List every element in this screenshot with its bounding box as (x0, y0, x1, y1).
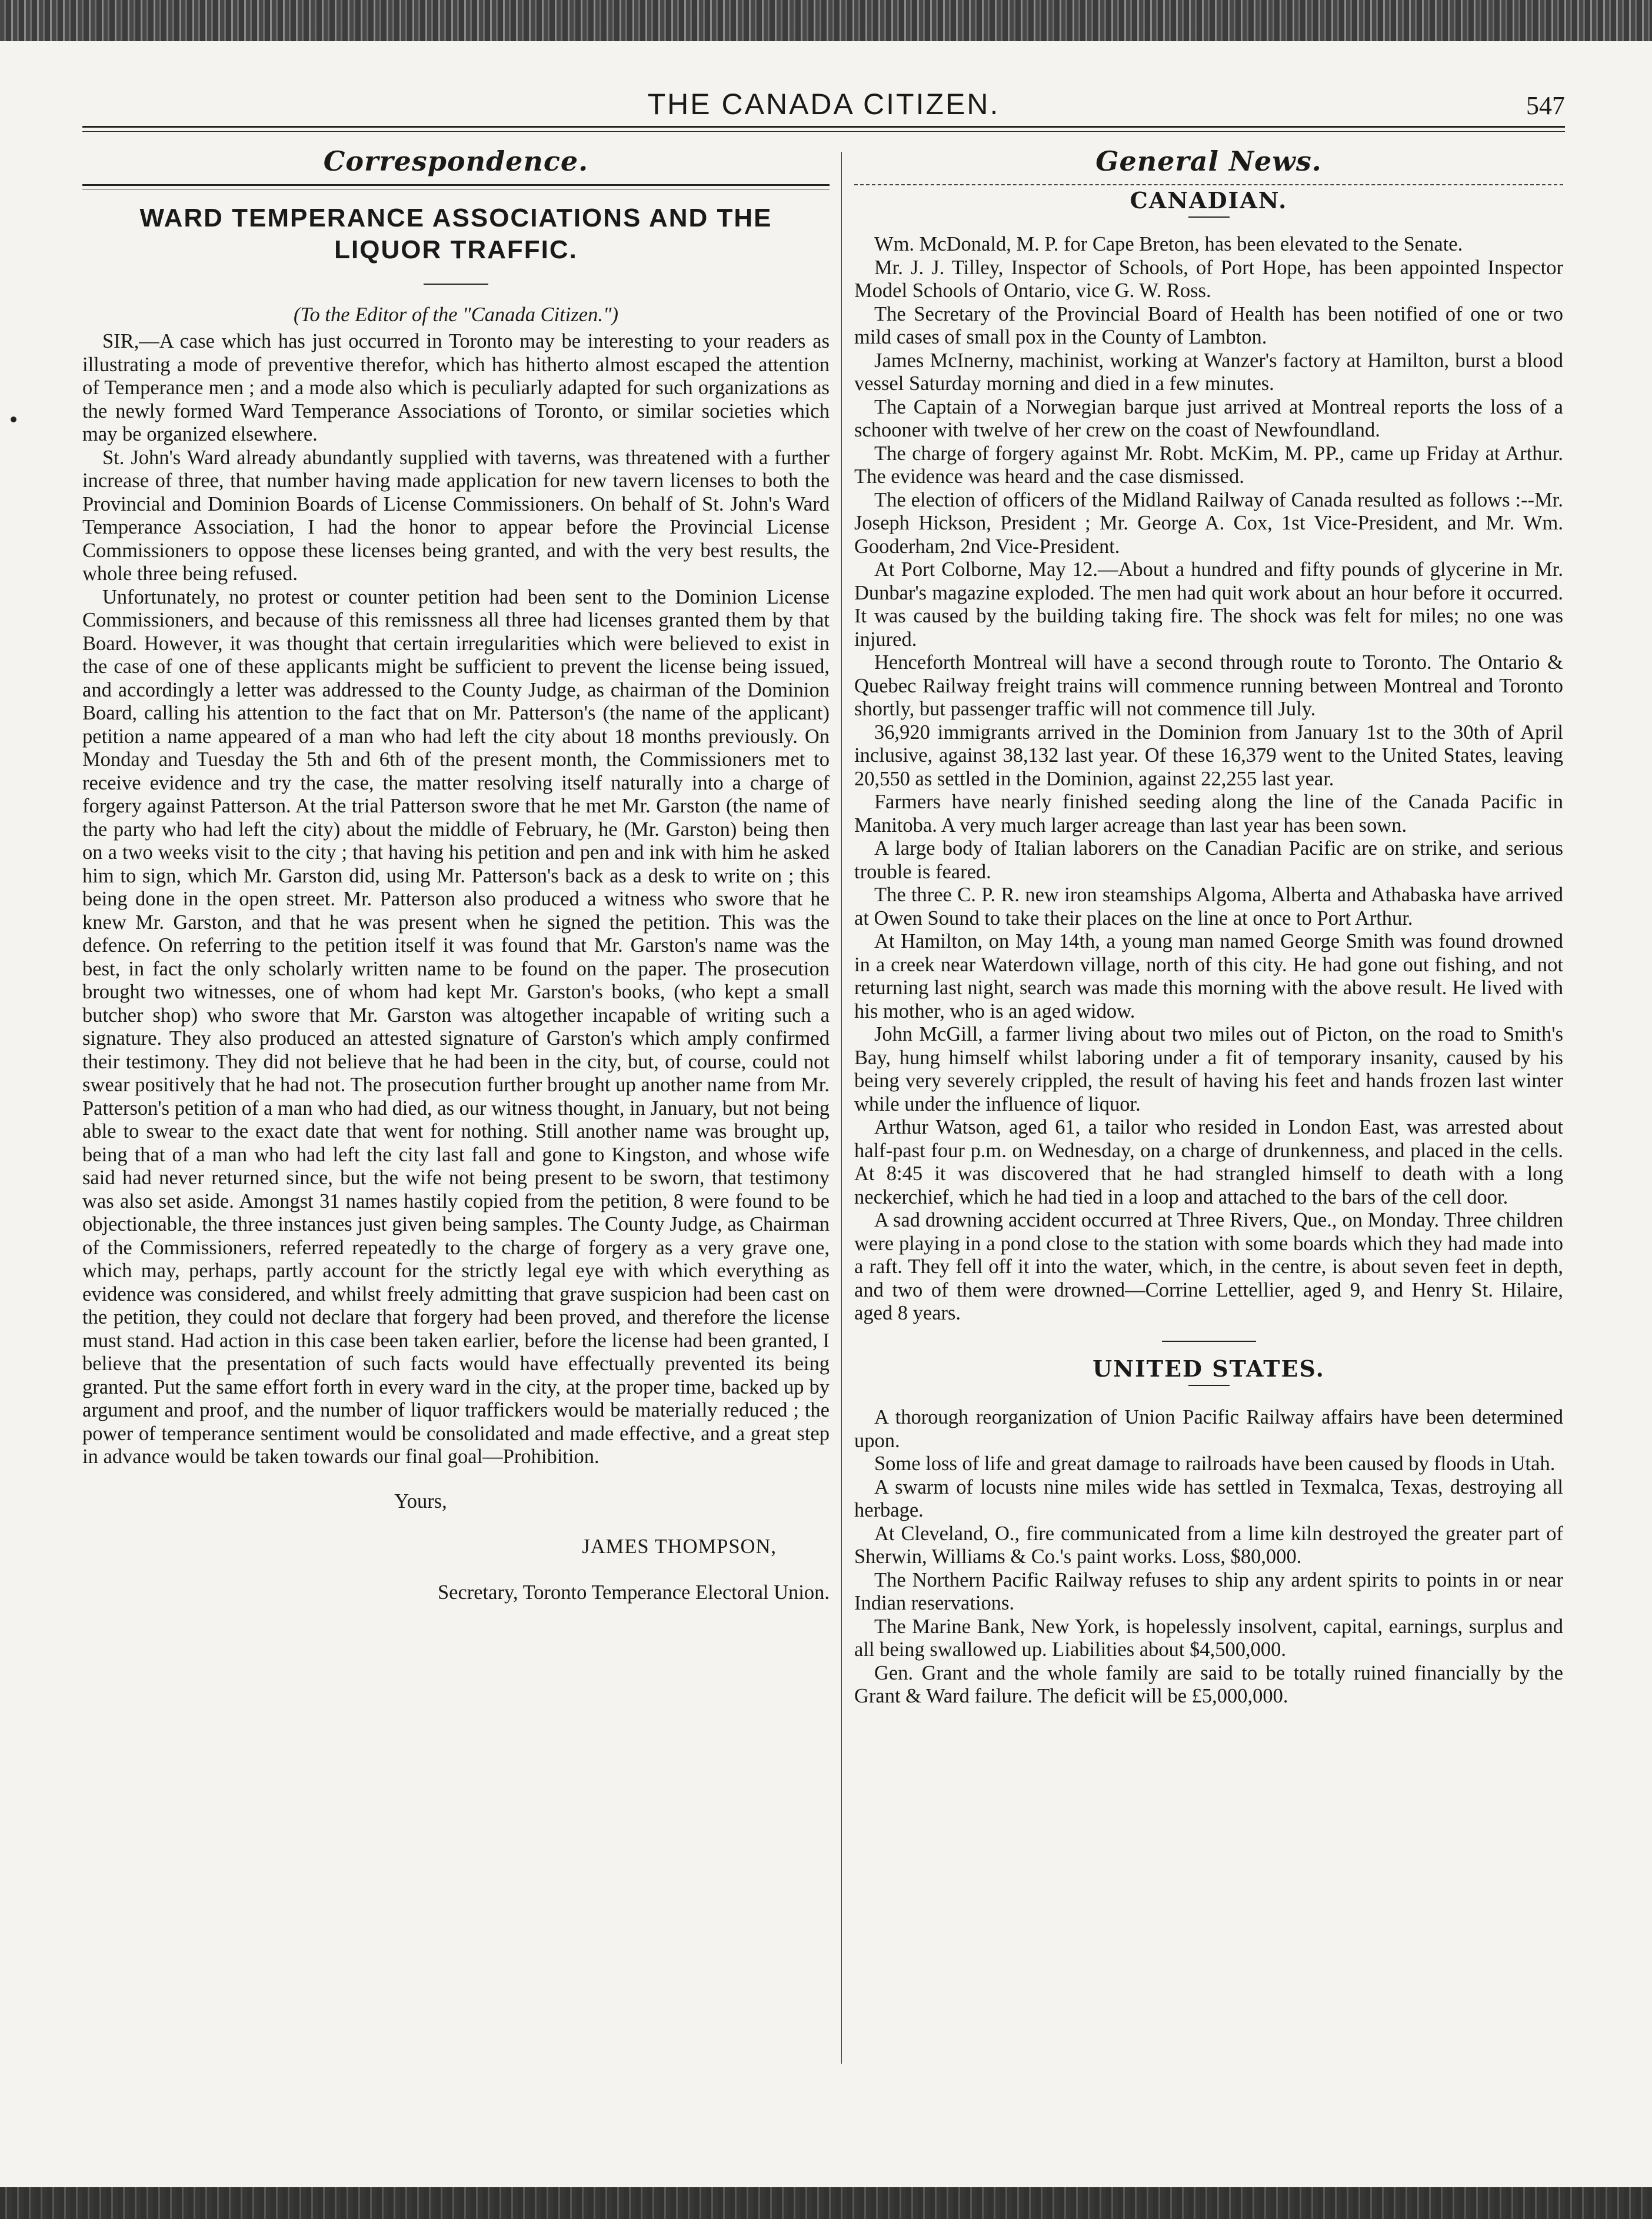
news-item: At Hamilton, on May 14th, a young man named George Smith was found drowned in a creek near Waterdown village, north of this city. He had gone out fishing, and not returning last night, search was made this morning with the above result. He lived with his mother, who is an aged widow. (854, 930, 1563, 1022)
general-news-column (854, 145, 1563, 1708)
news-item: Some loss of life and great damage to railroads have been caused by floods in Utah. (874, 1452, 1556, 1475)
news-item: The charge of forgery against Mr. Robt. McKim, M. PP., came up Friday at Arthur. The evidence was heard and the case dismissed. (854, 442, 1563, 488)
region-rule (1188, 1385, 1230, 1386)
region-heading-canadian: CANADIAN. (1130, 186, 1288, 214)
news-item: The Secretary of the Provincial Board of Health has been notified of one or two mild cases of small pox in the County of Lambton. (854, 302, 1563, 348)
news-item: The three C. P. R. new iron steamships Algoma, Alberta and Athabaska have arrived at Owen Sound to take their places on the line at once to Port Arthur. (854, 884, 1563, 929)
region-rule (1188, 216, 1230, 218)
running-head (82, 87, 1565, 128)
page-number: 547 (1526, 91, 1565, 120)
news-item: A swarm of locusts nine miles wide has settled in Texmalca, Texas, destroying all herbage. (854, 1475, 1563, 1521)
correspondence-column (82, 145, 830, 1604)
newspaper-title: THE CANADA CITIZEN. (647, 88, 1000, 121)
letter-paragraph: St. John's Ward already abundantly supplied with taverns, was threatened with a further increase of three, that number having made application for new tavern licenses to both the Provincial and Dominion Boards of License Commissioners. On behalf of St. John's Ward Temperance Association, I had the honor to appear before the Provincial License Commissioners to oppose these licenses being granted, and with the very best results, the whole three being refused. (82, 446, 830, 585)
title-rule (424, 284, 488, 285)
section-heading-correspondence: Correspondence. (323, 145, 589, 177)
article-title: WARD TEMPERANCE ASSOCIATIONS AND THE LIQUOR TRAFFIC. (139, 203, 772, 264)
news-item: Farmers have nearly finished seeding along the line of the Canada Pacific in Manitoba. A very much larger acreage than last year has been sown. (854, 791, 1563, 837)
news-item: The Captain of a Norwegian barque just arrived at Montreal reports the loss of a schooner with twelve of her crew on the coast of Newfoundland. (854, 395, 1563, 441)
region-heading-united-states: UNITED STATES. (1093, 1355, 1325, 1382)
news-item: The Marine Bank, New York, is hopelessly insolvent, capital, earnings, surplus and all being swallowed up. Liabilities about $4,500,000. (854, 1615, 1563, 1661)
section-rule (82, 184, 830, 189)
news-item: 36,920 immigrants arrived in the Dominion from January 1st to the 30th of April inclusive, against 38,132 last year. Of these 16,379 went to the United States, leaving 20,550 as settled in the Dominion, against 22,255 last year. (854, 721, 1563, 790)
news-item: Mr. J. J. Tilley, Inspector of Schools, of Port Hope, has been appointed Inspector Model Schools of Ontario, vice G. W. Ross. (854, 256, 1563, 302)
news-item: James McInerny, machinist, working at Wanzer's factory at Hamilton, burst a blood vessel Saturday morning and died in a few minutes. (854, 349, 1563, 395)
news-item: The Northern Pacific Railway refuses to ship any ardent spirits to points in or near Indian reservations. (854, 1568, 1563, 1614)
news-item: Henceforth Montreal will have a second through route to Toronto. The Ontario & Quebec Railway freight trains will commence running between Montreal and Toronto shortly, but passenger traffic will not commence till July. (854, 651, 1563, 720)
news-item: Gen. Grant and the whole family are said to be totally ruined financially by the Grant & Ward failure. The deficit will be £5,000,000. (854, 1661, 1563, 1707)
scan-edge-bottom (0, 2187, 1652, 2219)
news-item: Wm. McDonald, M. P. for Cape Breton, has been elevated to the Senate. (874, 233, 1463, 255)
news-item: At Cleveland, O., fire communicated from a lime kiln destroyed the greater part of Sherwin, Williams & Co.'s paint works. Loss, $80,000. (854, 1522, 1563, 1568)
header-rule (82, 126, 1565, 132)
section-heading-general-news: General News. (1095, 145, 1322, 177)
ink-speck (11, 417, 16, 422)
section-rule (854, 184, 1563, 185)
news-item: John McGill, a farmer living about two miles out of Picton, on the road to Smith's Bay, hung himself whilst laboring under a fit of temporary insanity, caused by his being very severely crippled, the result of having his feet and hands frozen last winter while under the influence of liquor. (854, 1023, 1563, 1115)
letter-paragraph: Unfortunately, no protest or counter petition had been sent to the Dominion License Commissioners, and because of this remissness all three had licenses granted them by that Board. However, it was thought that certain irregularities which were believed to exist in the case of one of these applicants might be sufficient to prevent the license being issued, and accordingly a letter was addressed to the County Judge, as chairman of the Dominion Board, calling his attention to the fact that on Mr. Patterson's (the name of the applicant) petition a name appeared of a man who had left the city about 18 months previously. On Monday and Tuesday the 5th and 6th of the present month, the Commissioners met to receive evidence and try the case, the matter resolving itself naturally into a charge of forgery against Patterson. At the trial Patterson swore that he met Mr. Garston (the name of the party who had left the city) about the middle of February, he (Mr. Garston) being then on a two weeks visit to the city ; that having his petition and pen and ink with him he asked him to sign, which Mr. Garston did, using Mr. Patterson's back as a desk to write on ; this being done in the open street. Mr. Patterson also produced a witness who swore that he knew Mr. Garston, and that he was present when he signed the petition. This was the defence. On referring to the petition itself it was found that Mr. Garston's name was the best, in fact the only scholarly written name to be found on the paper. The prosecution brought two witnesses, one of whom had kept Mr. Garston's books, (who kept a small butcher shop) who swore that Mr. Garston was altogether incapable of writing such a signature. They also produced an attested signature of Garston's which amply confirmed their testimony. They did not believe that he had been in the city, but, of course, could not swear positively that he had not. The prosecution further brought up another name from Mr. Patterson's petition of a man who had died, as our witness thought, in January, but not being able to swear to the exact date that went for nothing. Still another name was brought up, being that of a man who had left the city last fall and gone to Kingston, and whose wife said had never returned since, but the wife not being present to be sworn, that testimony was also set aside. Amongst 31 names hastily copied from the petition, 8 were found to be objectionable, the three instances just given being samples. The County Judge, as Chairman of the Commissioners, referred repeatedly to the charge of forgery as a very grave one, which may, perhaps, partly account for the strictly legal eye with which everything as evidence was considered, and whilst freely admitting that grave suspicion had been cast on the petition, they could not declare that forgery had been proved, and therefore the license must stand. Had action in this case been taken earlier, before the license had been granted, I believe that the presentation of such facts would have effectually prevented its being granted. Put the same effort forth in every ward in the city, at the proper time, backed up by argument and proof, and the number of liquor traffickers would be materially reduced ; the power of temperance sentiment would be consolidated and made effective, and a great step in advance would be taken towards our final goal—Prohibition. (82, 585, 830, 1468)
news-item: A large body of Italian laborers on the Canadian Pacific are on strike, and serious trouble is feared. (854, 837, 1563, 883)
region-separator (1162, 1341, 1256, 1342)
letter-signature: JAMES THOMPSON, (582, 1535, 777, 1558)
letter-closing: Yours, (394, 1490, 447, 1512)
news-item: A thorough reorganization of Union Pacific Railway affairs have been determined upon. (854, 1406, 1563, 1452)
news-item: Arthur Watson, aged 61, a tailor who resided in London East, was arrested about half-past four p.m. on Wednesday, on a charge of drunkenness, and placed in the cells. At 8:45 it was discovered that he had strangled himself to death with a long neckerchief, which he had tied in a loop and attached to the bars of the cell door. (854, 1116, 1563, 1208)
signature-title: Secretary, Toronto Temperance Electoral Union. (437, 1581, 830, 1604)
news-item: The election of officers of the Midland Railway of Canada resulted as follows :--Mr. Joseph Hickson, President ; Mr. George A. Cox, 1st Vice-President, and Mr. Wm. Gooderham, 2nd Vice-President. (854, 488, 1563, 558)
news-item: A sad drowning accident occurred at Three Rivers, Que., on Monday. Three children were playing in a pond close to the station with some boards which they had made into a raft. They fell off it into the water, which, in the centre, is about seven feet in depth, and two of them were drowned—Corrine Lettellier, aged 9, and Henry St. Hilaire, aged 8 years. (854, 1209, 1563, 1324)
letter-paragraph: SIR,—A case which has just occurred in Toronto may be interesting to your readers as illustrating a mode of preventive therefor, which has hitherto almost escaped the attention of Temperance men ; and a mode also which is peculiarly adapted for such organizations as the newly formed Ward Temperance Associations of Toronto, or similar societies which may be organized elsewhere. (82, 330, 830, 445)
column-divider (841, 152, 842, 2064)
news-item: At Port Colborne, May 12.—About a hundred and fifty pounds of glycerine in Mr. Dunbar's magazine exploded. The men had quit work about an hour before it occurred. It was caused by the building taking fire. The shock was felt for miles; no one was injured. (854, 558, 1563, 651)
editor-address: (To the Editor of the "Canada Citizen.") (294, 303, 618, 326)
scan-edge-top (0, 0, 1652, 41)
